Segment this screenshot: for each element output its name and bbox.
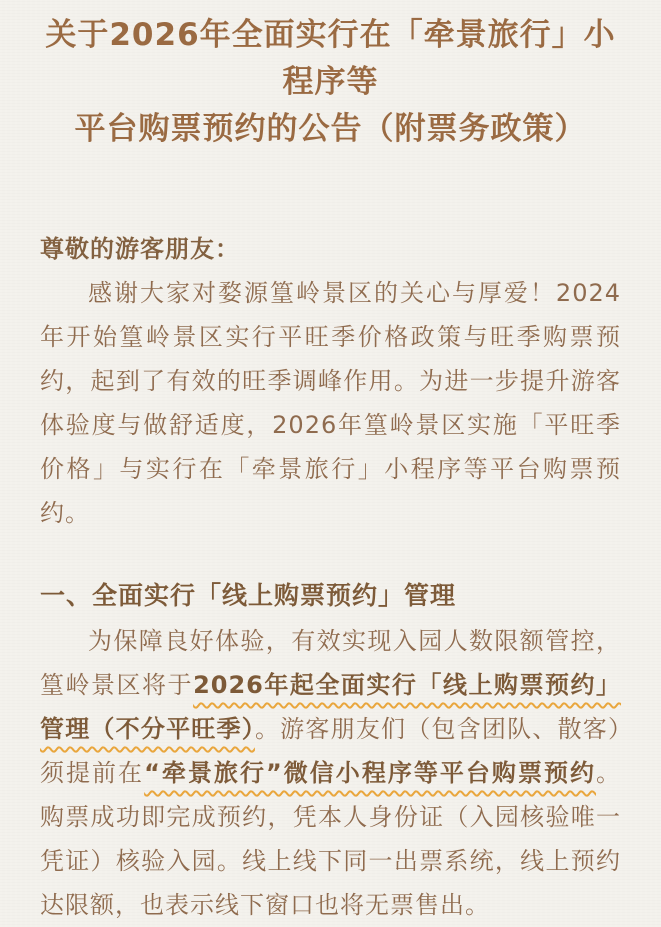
section-1-paragraph [40, 619, 621, 927]
page-title-line-1: 关于2026年全面实行在「牵景旅行」小程序等 [45, 17, 616, 100]
text-segment: 。游客朋友们（包含团队、散客）须提前在 [40, 715, 622, 787]
page-title-line-2: 平台购票预约的公告（附票务政策） [74, 111, 587, 147]
greeting-line: 尊敬的游客朋友： [40, 235, 240, 263]
section-1-heading: 一、全面实行「线上购票预约」管理 [40, 581, 457, 610]
page-title [40, 12, 621, 153]
text-segment: 。购票成功即完成预约，凭本人身份证（入园核验唯一凭证）核验入园。线上线下同一出票系统，线上预约达限额，也表示线下窗口也将无票售出。 [40, 759, 622, 919]
announcement-page [0, 12, 661, 919]
emphasized-text-segment: 2026年起全面实行「线上购票预约」管理（不分平旺季） [40, 671, 622, 743]
emphasized-text-segment: “牵景旅行”微信小程序等平台购票预约 [144, 759, 597, 787]
intro-paragraph: 感谢大家对婺源篁岭景区的关心与厚爱！2024年开始篁岭景区实行平旺季价格政策与旺季购票预约，起到了有效的旺季调峰作用。为进一步提升游客体验度与做舒适度，2026年篁岭景区实施「平旺季价格」与实行在「牵景旅行」小程序等平台购票预约。 [40, 279, 621, 527]
text-segment: 为保障良好体验，有效实现入园人数限额管控，篁岭景区将于 [40, 627, 621, 699]
